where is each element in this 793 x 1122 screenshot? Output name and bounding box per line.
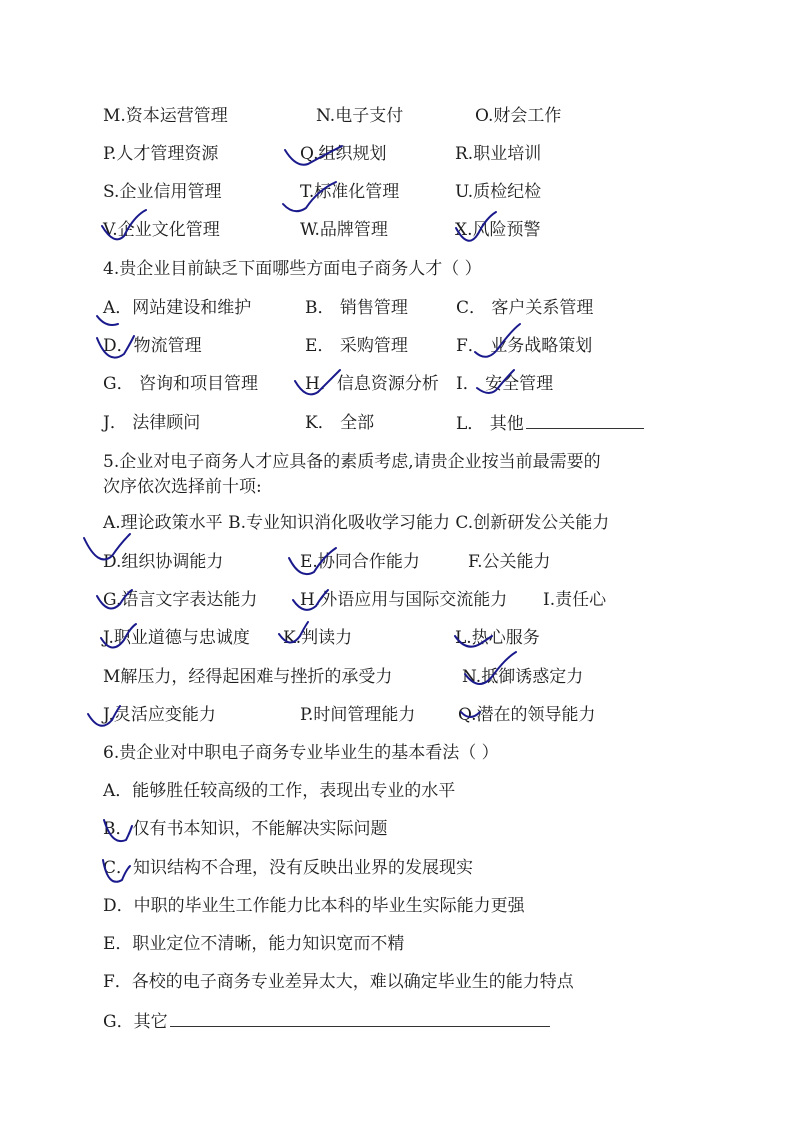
option-w: W.品牌管理: [300, 220, 388, 240]
q5-option-o: J.灵活应变能力: [103, 705, 216, 725]
q4-option-f: F． 业务战略策划: [456, 336, 593, 356]
q5-option-e: E.协同合作能力: [300, 552, 420, 572]
question-5-line-2: 次序依次选择前十项:: [103, 477, 262, 497]
q4-option-d: D．物流管理: [103, 336, 202, 356]
option-row: [103, 625, 703, 651]
q6-option-a: A．能够胜任较高级的工作，表现出专业的水平: [103, 781, 456, 801]
option-row: [103, 295, 703, 321]
question-4: 4.贵企业目前缺乏下面哪些方面电子商务人才（ ）: [103, 259, 482, 279]
q4-option-a: A．网站建设和维护: [103, 298, 252, 318]
q6-option-g-label: G．其它: [103, 1012, 168, 1032]
option-row: [103, 141, 703, 167]
fill-in-blank[interactable]: [170, 1008, 550, 1027]
option-n: N.电子支付: [316, 106, 404, 126]
option-row: [103, 179, 703, 205]
option-row: [103, 587, 703, 613]
question-5-line-1: 5.企业对电子商务人才应具备的素质考虑,请贵企业按当前最需要的: [103, 452, 601, 472]
q4-option-b: B． 销售管理: [305, 298, 408, 318]
q5-option-d: D.组织协调能力: [103, 552, 224, 572]
q4-option-c: C． 客户关系管理: [456, 298, 594, 318]
q6-option-g: [103, 1008, 703, 1034]
q4-option-g: G． 咨询和项目管理: [103, 374, 258, 394]
option-row: [103, 217, 703, 243]
q4-option-k: K． 全部: [305, 413, 375, 433]
option-row: [103, 702, 703, 728]
q4-option-j: J． 法律顾问: [103, 413, 201, 433]
q4-option-i: I． 安全管理: [456, 374, 554, 394]
q5-option-q: Q.潜在的领导能力: [458, 705, 596, 725]
q6-option-d: D．中职的毕业生工作能力比本科的毕业生实际能力更强: [103, 896, 525, 916]
q5-option-h: H.外语应用与国际交流能力: [300, 590, 508, 610]
q5-option-j: J.职业道德与忠诚度: [103, 628, 250, 648]
option-row: [103, 664, 703, 690]
option-q: Q.组织规划: [300, 144, 387, 164]
option-m: M.资本运营管理: [103, 106, 228, 126]
option-x: X.风险预警: [455, 220, 541, 240]
option-row: [103, 333, 703, 359]
fill-in-blank[interactable]: [526, 410, 644, 429]
q5-option-i: I.责任心: [543, 590, 607, 610]
q5-line-a: A.理论政策水平 B.专业知识消化吸收学习能力 C.创新研发公关能力: [103, 513, 610, 533]
q5-option-l: L.热心服务: [455, 628, 540, 648]
option-t: T.标准化管理: [300, 182, 400, 202]
option-row: [103, 371, 703, 397]
q6-option-e: E．职业定位不清晰，能力知识宽而不精: [103, 934, 405, 954]
q6-option-f: F．各校的电子商务专业差异太大，难以确定毕业生的能力特点: [103, 972, 574, 992]
option-u: U.质检纪检: [455, 182, 542, 202]
q5-option-n: N.抵御诱惑定力: [462, 667, 584, 687]
q4-option-h: H．信息资源分析: [305, 374, 439, 394]
q4-option-l: [456, 410, 644, 437]
question-6: 6.贵企业对中职电子商务专业毕业生的基本看法（ ）: [103, 743, 499, 763]
q5-option-g: G.语言文字表达能力: [103, 590, 258, 610]
option-row: [103, 103, 703, 129]
q4-option-l-label: L． 其他: [456, 414, 524, 434]
option-row: [103, 410, 703, 436]
q6-option-c: C．知识结构不合理，没有反映出业界的发展现实: [103, 858, 474, 878]
option-s: S.企业信用管理: [103, 182, 222, 202]
option-p: P.人才管理资源: [103, 144, 219, 164]
q6-option-b: B．仅有书本知识，不能解决实际问题: [103, 819, 388, 839]
q4-option-e: E． 采购管理: [305, 336, 408, 356]
q5-option-k: K.判读力: [283, 628, 353, 648]
q5-option-m: M解压力，经得起困难与挫折的承受力: [103, 667, 393, 687]
q5-option-p: P.时间管理能力: [300, 705, 416, 725]
option-o: O.财会工作: [475, 106, 562, 126]
option-r: R.职业培训: [455, 144, 542, 164]
option-v: V.企业文化管理: [103, 220, 220, 240]
option-row: [103, 549, 703, 575]
q5-option-f: F.公关能力: [468, 552, 551, 572]
